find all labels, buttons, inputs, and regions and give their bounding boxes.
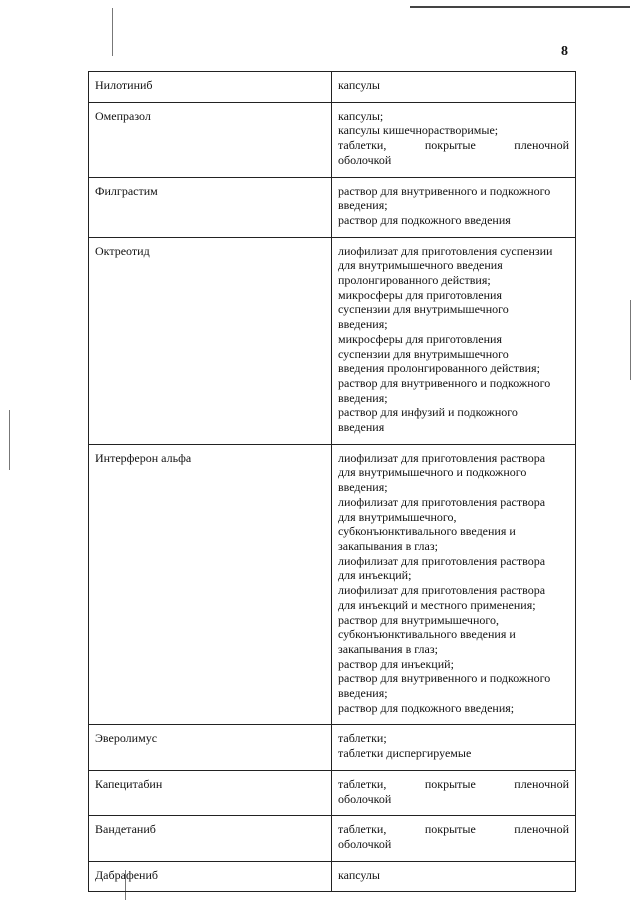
dosage-form-line: для инъекций и местного применения; [338,597,536,612]
dosage-form-line: раствор для подкожного введения; [338,700,515,715]
dosage-form-line: субконъюнктивального введения и [338,627,516,642]
dosage-form-word: таблетки, [338,822,387,837]
dosage-form-line: для внутримышечного и подкожного [338,465,527,480]
drug-name-cell: Эверолимус [89,725,332,770]
dosage-form-line: для внутримышечного введения [338,258,503,273]
table-row [89,770,576,815]
dosage-form-word: покрытые [424,776,476,791]
table-row [89,725,576,770]
drug-name-cell: Октреотид [89,237,332,444]
scan-artifact-line [630,300,631,380]
dosage-form-word: пленочной [514,776,569,791]
dosage-forms-cell [332,770,576,815]
scan-artifact-line [112,8,113,56]
dosage-form-line: лиофилизат для приготовления суспензии [338,243,553,258]
dosage-forms-cell [332,444,576,725]
dosage-form-line: раствор для внутривенного и подкожного [338,671,551,686]
dosage-form-line: капсулы; [338,108,384,123]
dosage-form-line: суспензии для внутримышечного [338,302,509,317]
dosage-form-line: раствор для внутривенного и подкожного [338,183,551,198]
dosage-form-line: таблетки диспергируемые [338,746,472,761]
dosage-forms-cell [332,72,576,103]
page-number: 8 [561,44,568,59]
table-row [89,102,576,177]
dosage-form-line: раствор для подкожного введения [338,212,511,227]
dosage-form-line: раствор для инъекций; [338,656,454,671]
dosage-form-line: введения; [338,686,388,701]
dosage-form-line: раствор для инфузий и подкожного [338,405,518,420]
dosage-form-line [338,822,569,837]
dosage-form-line [338,777,569,792]
dosage-forms-cell [332,861,576,892]
dosage-form-word: таблетки, [338,138,387,153]
dosage-forms-cell [332,816,576,861]
dosage-form-word: покрытые [424,822,476,837]
dosage-forms-cell [332,725,576,770]
dosage-form-line: оболочкой [338,836,392,851]
table-row [89,237,576,444]
dosage-form-line: введения; [338,198,388,213]
drug-name-cell: Нилотиниб [89,72,332,103]
dosage-form-line: закапывания в глаз; [338,538,438,553]
dosage-form-line: микросферы для приготовления [338,331,502,346]
dosage-form-word: покрытые [424,138,476,153]
dosage-form-line: лиофилизат для приготовления раствора [338,553,546,568]
dosage-form-line: капсулы [338,867,380,882]
table-row [89,816,576,861]
dosage-form-line: раствор для внутривенного и подкожного [338,375,551,390]
drug-name-cell: Дабрафениб [89,861,332,892]
drug-forms-table [88,71,576,892]
dosage-form-word: пленочной [514,138,569,153]
dosage-form-line: введения [338,420,385,435]
dosage-form-line: для внутримышечного, [338,509,457,524]
table-row [89,861,576,892]
dosage-form-line: введения; [338,480,388,495]
drug-name-cell: Омепразол [89,102,332,177]
dosage-form-line: субконъюнктивального введения и [338,524,516,539]
table-row [89,444,576,725]
dosage-form-line: оболочкой [338,152,392,167]
dosage-forms-cell [332,237,576,444]
scan-top-border-line [410,6,630,8]
dosage-form-line: капсулы кишечнорастворимые; [338,123,499,138]
dosage-form-line: введения пролонгированного действия; [338,361,540,376]
dosage-form-line: закапывания в глаз; [338,641,438,656]
dosage-forms-cell [332,102,576,177]
drug-name-cell: Капецитабин [89,770,332,815]
dosage-form-line: оболочкой [338,791,392,806]
dosage-form-line: капсулы [338,78,380,92]
drug-name-cell: Вандетаниб [89,816,332,861]
dosage-form-line: лиофилизат для приготовления раствора [338,450,546,465]
dosage-form-word: таблетки, [338,776,387,791]
dosage-form-line: таблетки; [338,731,387,746]
table-row [89,72,576,103]
dosage-form-line: для инъекций; [338,568,412,583]
drug-name-cell: Интерферон альфа [89,444,332,725]
drug-name-cell: Филграстим [89,177,332,237]
dosage-form-line: лиофилизат для приготовления раствора [338,494,546,509]
dosage-form-line: лиофилизат для приготовления раствора [338,583,546,598]
dosage-form-line: пролонгированного действия; [338,273,491,288]
scan-artifact-line [9,410,10,470]
dosage-form-line: введения; [338,317,388,332]
dosage-form-line: раствор для внутримышечного, [338,612,499,627]
dosage-form-word: пленочной [514,822,569,837]
dosage-form-line: микросферы для приготовления [338,287,502,302]
dosage-form-line: введения; [338,390,388,405]
table-row [89,177,576,237]
dosage-forms-cell [332,177,576,237]
dosage-form-line: суспензии для внутримышечного [338,346,509,361]
dosage-form-line [338,138,569,153]
